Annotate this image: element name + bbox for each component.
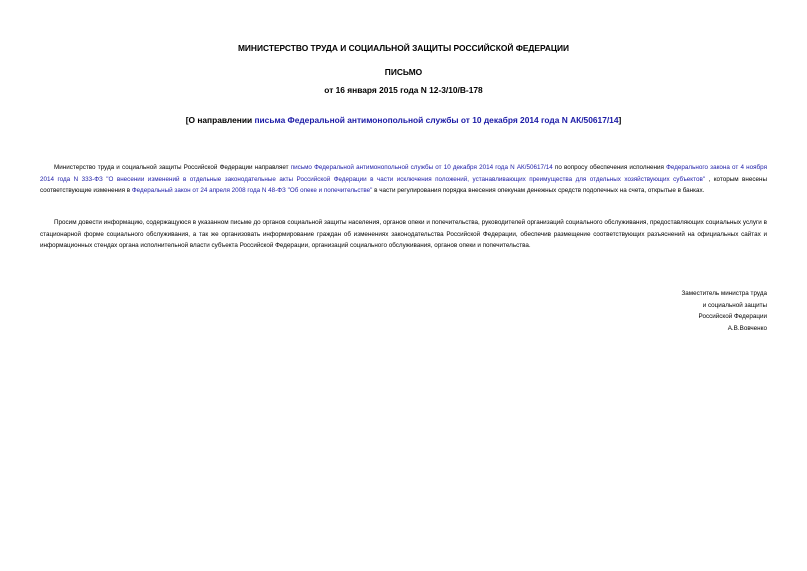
date-number-heading: от 16 января 2015 года N 12-3/10/В-178 — [324, 85, 483, 95]
paragraph-1 — [40, 162, 767, 197]
paragraph-2 — [40, 217, 767, 252]
ministry-heading: МИНИСТЕРСТВО ТРУДА И СОЦИАЛЬНОЙ ЗАЩИТЫ РОССИЙСКОЙ ФЕДЕРАЦИИ — [237, 43, 570, 53]
signature-block — [681, 288, 767, 334]
subject-heading — [0, 115, 807, 126]
subject-prefix: [О направлении — [185, 115, 255, 125]
subject-suffix: ] — [618, 115, 622, 125]
paragraph-1-text-4: в части регулирования порядка внесения опекунам денежных средств подопечных на счета, открытые в банках. — [372, 187, 705, 195]
paragraph-1-text-1: Министерство труда и социальной защиты Российской Федерации направляет — [54, 164, 291, 171]
signature-line-2: и социальной защиты — [702, 301, 767, 309]
signature-line-1: Заместитель министра труда — [681, 290, 767, 297]
paragraph-1-text-2: по вопросу обеспечения исполнения — [552, 164, 667, 171]
federal-law-333-link[interactable]: Федерального закона от 4 ноября 2014 года N 333-ФЗ "О внесении изменений в отдельные законодательные акты Российской Федерации в части исключения положений, устанавливающих преимущества для отдельных хозяйствующих субъектов" — [40, 164, 767, 183]
document-type-heading: ПИСЬМО — [384, 67, 423, 77]
federal-law-48-link[interactable]: Федеральный закон от 24 апреля 2008 года N 48-ФЗ "Об опеке и попечительстве" — [131, 187, 373, 195]
fas-letter-link[interactable]: письмо Федеральной антимонопольной службы от 10 декабря 2014 года N АК/50617/14 — [290, 164, 553, 171]
subject-link[interactable]: письма Федеральной антимонопольной службы от 10 декабря 2014 года N АК/50617/14 — [254, 115, 619, 125]
paragraph-2-text: Просим довести информацию, содержащуюся в указанном письме до органов социальной защиты населения, органов опеки и попечительства, руководителей организаций социального обслуживания, предоставляющих социальных услуги в стационарной форме социального обслуживания, а так же организовать информирование граждан об изменениях законодательства Российской Федерации, обеспечив размещение соответствующих разъяснений на официальных сайтах и информационных стендах органа исполнительной власти субъекта Российской Федерации, организаций социального обслуживания, органов опеки и попечительства. — [40, 219, 767, 250]
signature-line-3: Российской Федерации — [698, 313, 767, 321]
signature-name: А.В.Вовченко — [727, 324, 767, 332]
paragraph-1-text-3: , которым внесены соответствующие изменения в — [40, 175, 767, 195]
